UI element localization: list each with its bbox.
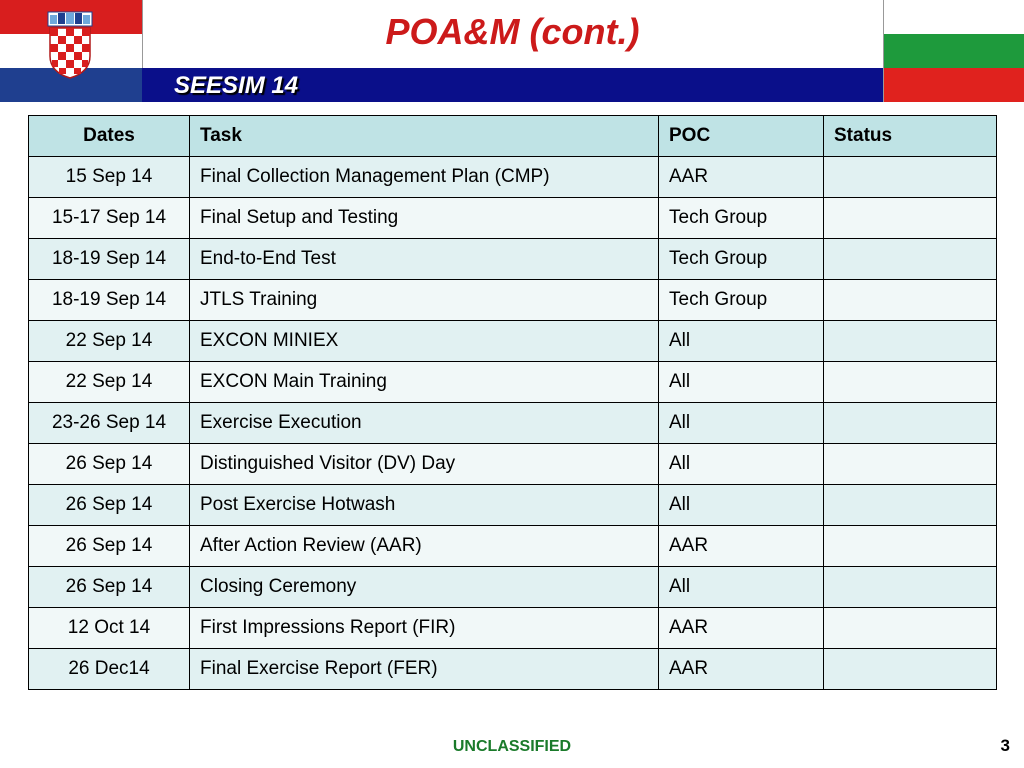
- cell-status: [824, 649, 997, 690]
- cell-task: First Impressions Report (FIR): [190, 608, 659, 649]
- cell-date: 12 Oct 14: [29, 608, 190, 649]
- cell-poc: AAR: [659, 526, 824, 567]
- cell-status: [824, 403, 997, 444]
- cell-date: 15 Sep 14: [29, 157, 190, 198]
- cell-status: [824, 444, 997, 485]
- cell-status: [824, 485, 997, 526]
- bulgaria-flag-icon: [883, 0, 1024, 102]
- cell-date: 15-17 Sep 14: [29, 198, 190, 239]
- cell-poc: All: [659, 321, 824, 362]
- cell-poc: Tech Group: [659, 198, 824, 239]
- page-number: 3: [1000, 736, 1010, 755]
- cell-poc: All: [659, 444, 824, 485]
- table-row: [29, 198, 997, 239]
- cell-date: 22 Sep 14: [29, 362, 190, 403]
- cell-poc: All: [659, 403, 824, 444]
- cell-task: Distinguished Visitor (DV) Day: [190, 444, 659, 485]
- cell-poc: AAR: [659, 157, 824, 198]
- table-row: [29, 526, 997, 567]
- cell-task: Final Collection Management Plan (CMP): [190, 157, 659, 198]
- coat-of-arms-icon: [46, 10, 94, 80]
- table-row: [29, 485, 997, 526]
- table-row: [29, 444, 997, 485]
- cell-poc: AAR: [659, 649, 824, 690]
- cell-status: [824, 526, 997, 567]
- column-header-status: Status: [824, 116, 997, 157]
- page-title: POA&M (cont.): [385, 11, 640, 52]
- cell-task: Post Exercise Hotwash: [190, 485, 659, 526]
- cell-date: 26 Dec14: [29, 649, 190, 690]
- cell-task: Final Exercise Report (FER): [190, 649, 659, 690]
- table-row: [29, 608, 997, 649]
- cell-status: [824, 157, 997, 198]
- table-row: [29, 362, 997, 403]
- cell-status: [824, 567, 997, 608]
- cell-status: [824, 239, 997, 280]
- cell-status: [824, 608, 997, 649]
- cell-task: Closing Ceremony: [190, 567, 659, 608]
- cell-status: [824, 198, 997, 239]
- cell-task: EXCON MINIEX: [190, 321, 659, 362]
- cell-date: 18-19 Sep 14: [29, 239, 190, 280]
- cell-date: 26 Sep 14: [29, 526, 190, 567]
- cell-task: Exercise Execution: [190, 403, 659, 444]
- cell-poc: Tech Group: [659, 280, 824, 321]
- cell-poc: All: [659, 362, 824, 403]
- cell-date: 18-19 Sep 14: [29, 280, 190, 321]
- cell-status: [824, 280, 997, 321]
- cell-date: 22 Sep 14: [29, 321, 190, 362]
- cell-poc: All: [659, 567, 824, 608]
- cell-task: JTLS Training: [190, 280, 659, 321]
- column-header-task: Task: [190, 116, 659, 157]
- poam-table: [28, 115, 997, 690]
- cell-task: After Action Review (AAR): [190, 526, 659, 567]
- table-row: [29, 239, 997, 280]
- column-header-dates: Dates: [29, 116, 190, 157]
- subtitle-bar: [142, 68, 883, 102]
- cell-date: 23-26 Sep 14: [29, 403, 190, 444]
- cell-date: 26 Sep 14: [29, 444, 190, 485]
- table-header-row: [29, 116, 997, 157]
- table-row: [29, 403, 997, 444]
- cell-poc: All: [659, 485, 824, 526]
- cell-task: End-to-End Test: [190, 239, 659, 280]
- cell-date: 26 Sep 14: [29, 485, 190, 526]
- table-row: [29, 280, 997, 321]
- classification-label: UNCLASSIFIED: [452, 738, 572, 755]
- subtitle: SEESIM 14: [174, 72, 299, 99]
- table-row: [29, 321, 997, 362]
- table-row: [29, 567, 997, 608]
- croatia-flag-icon: [0, 0, 143, 102]
- cell-date: 26 Sep 14: [29, 567, 190, 608]
- cell-task: Final Setup and Testing: [190, 198, 659, 239]
- table-row: [29, 157, 997, 198]
- cell-task: EXCON Main Training: [190, 362, 659, 403]
- column-header-poc: POC: [659, 116, 824, 157]
- cell-status: [824, 362, 997, 403]
- cell-status: [824, 321, 997, 362]
- cell-poc: Tech Group: [659, 239, 824, 280]
- cell-poc: AAR: [659, 608, 824, 649]
- table-row: [29, 649, 997, 690]
